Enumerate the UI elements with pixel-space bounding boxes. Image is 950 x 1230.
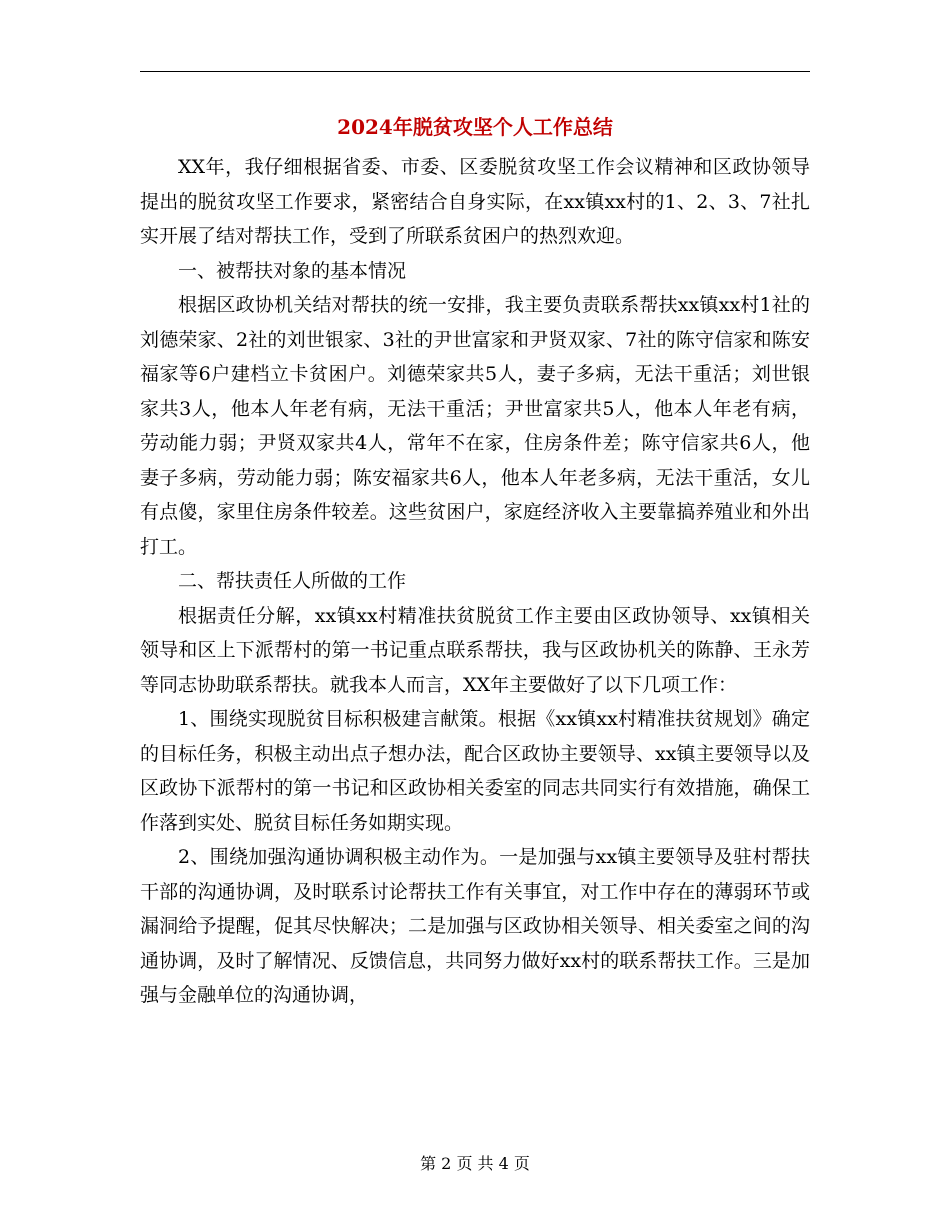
paragraph-item-1: 1、围绕实现脱贫目标积极建言献策。根据《xx镇xx村精准扶贫规划》确定的目标任务，积极主动出点子想办法，配合区政协主要领导、xx镇主要领导以及区政协下派帮村的第一书记和区政协相关委室的同志共同实行有效措施，确保工作落到实处、脱贫目标任务如期实现。	[140, 708, 810, 834]
document-title: 2024年脱贫攻坚个人工作总结	[337, 115, 613, 139]
page-number: 第 2 页 共 4 页	[420, 1154, 530, 1173]
header-rule	[140, 71, 810, 72]
paragraph-item-2: 2、围绕加强沟通协调积极主动作为。一是加强与xx镇主要领导及驻村帮扶干部的沟通协调，及时联系讨论帮扶工作有关事宜，对工作中存在的薄弱环节或漏洞给予提醒，促其尽快解决；二是加强与区政协相关领导、相关委室之间的沟通协调，及时了解情况、反馈信息，共同努力做好xx村的联系帮扶工作。三是加强与金融单位的沟通协调，	[140, 846, 810, 1006]
paragraph-work-division: 根据责任分解，xx镇xx村精准扶贫脱贫工作主要由区政协领导、xx镇相关领导和区上下派帮村的第一书记重点联系帮扶，我与区政协机关的陈静、王永芳等同志协助联系帮扶。就我本人而言，XX年主要做好了以下几项工作：	[140, 604, 810, 696]
paragraph-intro: XX年，我仔细根据省委、市委、区委脱贫攻坚工作会议精神和区政协领导提出的脱贫攻坚工作要求，紧密结合自身实际，在xx镇xx村的1、2、3、7社扎实开展了结对帮扶工作，受到了所联系贫困户的热烈欢迎。	[140, 156, 810, 247]
section-heading-2: 二、帮扶责任人所做的工作	[178, 570, 407, 592]
document-body	[140, 150, 810, 1013]
section-heading-1: 一、被帮扶对象的基本情况	[178, 259, 407, 282]
paragraph-basic-situation: 根据区政协机关结对帮扶的统一安排，我主要负责联系帮扶xx镇xx村1社的刘德荣家、2社的刘世银家、3社的尹世富家和尹贤双家、7社的陈守信家和陈安福家等6户建档立卡贫困户。刘德荣家共5人，妻子多病，无法干重活；刘世银家共3人，他本人年老有病，无法干重活；尹世富家共5人，他本人年老有病，劳动能力弱；尹贤双家共4人，常年不在家，住房条件差；陈守信家共6人，他妻子多病，劳动能力弱；陈安福家共6人，他本人年老多病，无法干重活，女儿有点傻，家里住房条件较差。这些贫困户，家庭经济收入主要靠搞养殖业和外出打工。	[140, 294, 810, 558]
